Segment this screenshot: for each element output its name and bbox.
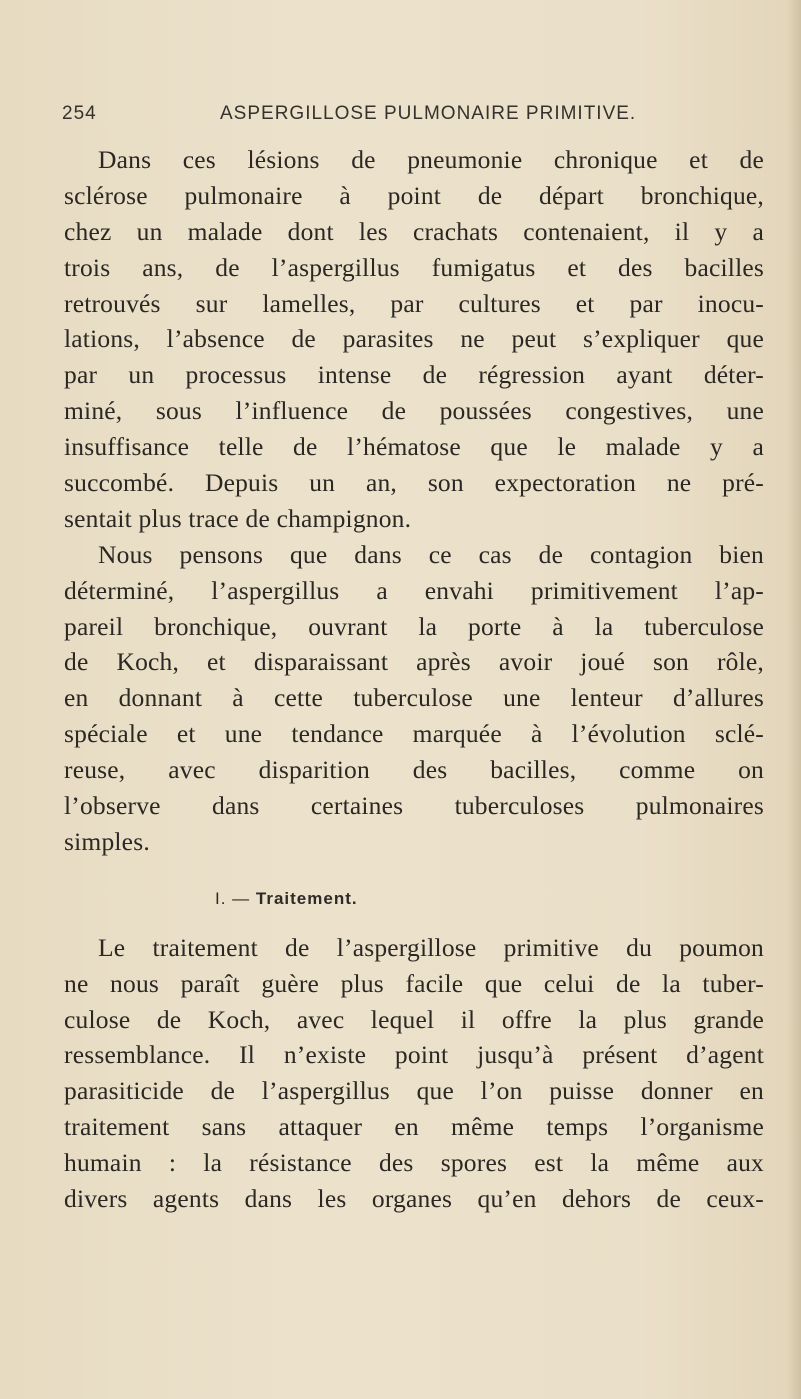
text-line: insuffisance telle de l’hématose que le malade y a [64, 432, 764, 462]
text-line: déterminé, l’aspergillus a envahi primitivement l’ap- [64, 575, 764, 605]
text-line: succombé. Depuis un an, son expectoration ne pré- [64, 468, 764, 498]
text-line: sclérose pulmonaire à point de départ bronchique, [64, 180, 764, 210]
section-title: Traitement. [255, 888, 358, 908]
section-number: I. — [215, 888, 251, 908]
text-line: ressemblance. Il n’existe point jusqu’à présent d’agent [64, 1040, 764, 1070]
text-line: trois ans, de l’aspergillus fumigatus et des bacilles [64, 252, 764, 282]
text-line: par un processus intense de régression ayant déter- [64, 360, 764, 390]
paragraph-3 [64, 930, 764, 1217]
page-number: 254 [62, 103, 97, 124]
text-line: lations, l’absence de parasites ne peut s’expliquer que [64, 324, 764, 354]
text-line: parasiticide de l’aspergillus que l’on puisse donner en [64, 1076, 764, 1106]
text-line: divers agents dans les organes qu’en dehors de ceux- [64, 1184, 764, 1214]
spacer [64, 860, 764, 868]
text-line: Dans ces lésions de pneumonie chronique et de [98, 145, 764, 174]
text-line: l’observe dans certaines tuberculoses pulmonaires [64, 791, 764, 821]
running-head [62, 103, 742, 131]
text-line: traitement sans attaquer en même temps l’organisme [64, 1112, 764, 1142]
running-title: ASPERGILLOSE PULMONAIRE PRIMITIVE. [220, 103, 637, 124]
text-line: en donnant à cette tuberculose une lenteur d’allures [64, 683, 764, 713]
text-line: culose de Koch, avec lequel il offre la plus grande [64, 1004, 764, 1034]
text-line: simples. [64, 826, 150, 856]
text-line: sentait plus trace de champignon. [64, 503, 412, 533]
text-line: chez un malade dont les crachats contenaient, il y a [64, 216, 764, 246]
text-line: miné, sous l’influence de poussées congestives, une [64, 396, 764, 426]
text-line: ne nous paraît guère plus facile que celui de la tuber- [64, 968, 764, 998]
body-text [64, 142, 764, 1217]
text-line: spéciale et une tendance marquée à l’évolution sclé- [64, 719, 764, 749]
paragraph-1 [64, 142, 764, 537]
text-line: pareil bronchique, ouvrant la porte à la tuberculose [64, 611, 764, 641]
paragraph-2 [64, 537, 764, 860]
page-edge-shadow [787, 0, 801, 1399]
text-line: retrouvés sur lamelles, par cultures et par inocu- [64, 288, 764, 318]
text-line: de Koch, et disparaissant après avoir joué son rôle, [64, 647, 764, 677]
text-line: Le traitement de l’aspergillose primitive du poumon [98, 932, 764, 962]
text-line: humain : la résistance des spores est la même aux [64, 1148, 764, 1178]
text-line: Nous pensons que dans ce cas de contagion bien [98, 539, 764, 569]
section-heading [64, 868, 764, 930]
text-line: reuse, avec disparition des bacilles, comme on [64, 755, 764, 785]
